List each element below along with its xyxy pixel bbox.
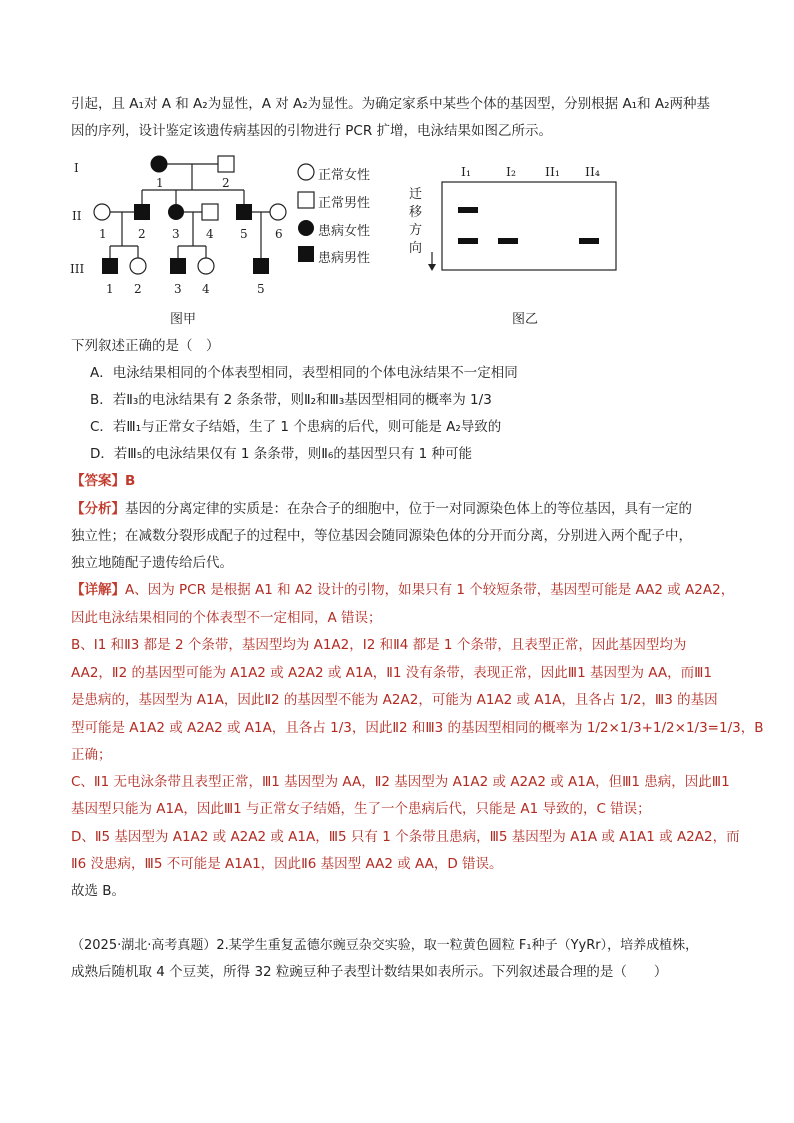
analysis-label: 【分析】	[71, 501, 125, 517]
detail-label: 【详解】	[71, 582, 125, 598]
detail-line-2: 因此电泳结果相同的个体表型不一定相同，A 错误；	[71, 610, 382, 626]
legend-normal-female: 正常女性	[318, 168, 371, 183]
legend-icons	[296, 162, 318, 262]
detail-line-10: D、Ⅱ5 基因型为 A1A2 或 A2A2 或 A1A，Ⅲ5 只有 1 个条带且患病，Ⅲ5 基因型为 A1A 或 A1A1 或 A2A2，而	[71, 829, 740, 845]
gen2-num-2: 2	[138, 227, 146, 241]
detail-line-9: 基因型只能为 A1A，因此Ⅲ1 与正常女子结婚，生了一个患病后代，只能是 A1 导致的，C 错误；	[71, 801, 651, 817]
gen3-5-affected-male	[253, 258, 269, 274]
answer-label: 【答案】	[71, 473, 125, 489]
detail-line-5: 是患病的，基因型为 A1A，因此Ⅱ2 的基因型不能为 A2A2，可能为 A1A2 或 A1A，且各占 1/2，Ⅲ3 的基因	[71, 692, 718, 708]
analysis-line-3: 独立地随配子遗传给后代。	[71, 555, 233, 571]
option-a: A．电泳结果相同的个体表型相同，表型相同的个体电泳结果不一定相同	[90, 365, 518, 381]
conclusion: 故选 B。	[71, 883, 126, 899]
legend-affected-female: 患病女性	[318, 224, 371, 239]
gen-label-1: I	[74, 161, 79, 175]
gen3-num-1: 1	[106, 282, 114, 296]
gen3-1-affected-male	[102, 258, 118, 274]
detail-line-7: 正确；	[71, 747, 112, 763]
gen1-num-2: 2	[222, 176, 230, 190]
band-i1-lower	[458, 238, 478, 244]
option-c: C．若Ⅲ₁与正常女子结婚，生了 1 个患病的后代，则可能是 A₂导致的	[90, 419, 502, 435]
gen2-num-5: 5	[240, 227, 248, 241]
gel-lane-label-4: II₄	[585, 164, 600, 179]
gen3-4-normal-female	[198, 258, 214, 274]
gel-lane-label-1: I₁	[461, 164, 471, 179]
gen1-1-affected-female	[151, 156, 167, 172]
gen3-num-2: 2	[134, 282, 142, 296]
analysis-line-1: 【分析】基因的分离定律的实质是：在杂合子的细胞中，位于一对同源染色体上的等位基因，具有一定的	[71, 501, 692, 517]
detail-line-11: Ⅱ6 没患病，Ⅲ5 不可能是 A1A1，因此Ⅱ6 基因型 AA2 或 AA，D 错误。	[71, 856, 503, 872]
gel-frame	[442, 182, 616, 270]
analysis-line-2: 独立性；在减数分裂形成配子的过程中，等位基因会随同源染色体的分开而分离，分别进入两个配子中，	[71, 528, 692, 544]
legend-normal-male: 正常男性	[318, 196, 371, 211]
migration-direction-label: 迁 移 方 向	[409, 187, 423, 256]
detail-line-3: B、I1 和Ⅱ3 都是 2 个条带，基因型均为 A1A2，I2 和Ⅱ4 都是 1 个条带，且表型正常，因此基因型均为	[71, 637, 687, 653]
gen1-2-normal-male	[218, 156, 234, 172]
gen2-5-affected-male	[236, 204, 252, 220]
gen-label-2: II	[72, 209, 82, 223]
affected-male-icon	[298, 246, 314, 262]
next-question-line-2: 成熟后随机取 4 个豆荚，所得 32 粒豌豆种子表型计数结果如表所示。下列叙述最合理的是（ ）	[71, 964, 668, 980]
gen1-num-1: 1	[156, 176, 164, 190]
gen2-4-normal-male	[202, 204, 218, 220]
gen2-num-6: 6	[275, 227, 283, 241]
gen3-num-4: 4	[202, 282, 210, 296]
answer-line	[71, 468, 734, 495]
option-d: D．若Ⅲ₅的电泳结果仅有 1 条条带，则Ⅱ₆的基因型只有 1 种可能	[90, 446, 473, 462]
gen3-3-affected-male	[170, 258, 186, 274]
figure-b-caption: 图乙	[512, 312, 539, 327]
gen-label-3: III	[70, 262, 85, 276]
arrow-down-icon	[428, 264, 436, 271]
answer-value: B	[125, 473, 136, 489]
intro-line-2: 因的序列，设计鉴定该遗传病基因的引物进行 PCR 扩增，电泳结果如图乙所示。	[71, 123, 553, 139]
band-i2-lower	[498, 238, 518, 244]
detail-line-8: C、Ⅱ1 无电泳条带且表型正常，Ⅲ1 基因型为 AA，Ⅱ2 基因型为 A1A2 或 A2A2 或 A1A，但Ⅲ1 患病，因此Ⅲ1	[71, 774, 730, 790]
gen3-2-normal-female	[130, 258, 146, 274]
detail-line-6: 型可能是 A1A2 或 A2A2 或 A1A，且各占 1/3，因此Ⅱ2 和Ⅲ3 的基因型相同的概率为 1/2×1/3+1/2×1/3=1/3，B	[71, 720, 764, 736]
question-stem: 下列叙述正确的是（ ）	[71, 338, 220, 354]
gen2-2-affected-male	[134, 204, 150, 220]
gen2-num-4: 4	[206, 227, 214, 241]
detail-line-4: AA2，Ⅱ2 的基因型可能为 A1A2 或 A2A2 或 A1A，Ⅱ1 没有条带，表现正常，因此Ⅲ1 基因型为 AA，而Ⅲ1	[71, 665, 713, 681]
gen3-num-5: 5	[257, 282, 265, 296]
gen3-num-3: 3	[174, 282, 182, 296]
normal-female-icon	[298, 164, 314, 180]
band-ii4-lower	[579, 238, 599, 244]
gen2-6-normal-female	[270, 204, 286, 220]
affected-female-icon	[298, 220, 314, 236]
legend-affected-male: 患病男性	[318, 251, 371, 266]
gen2-num-1: 1	[99, 227, 107, 241]
detail-line-1: 【详解】A、因为 PCR 是根据 A1 和 A2 设计的引物，如果只有 1 个较短条带，基因型可能是 AA2 或 A2A2，	[71, 582, 735, 598]
gen2-3-affected-female	[168, 204, 184, 220]
next-question-line-1: （2025·湖北·高考真题）2.某学生重复孟德尔豌豆杂交实验，取一粒黄色圆粒 F₁种子（YyRr），培养成植株，	[71, 938, 699, 953]
gel-lane-label-2: I₂	[506, 164, 516, 179]
gel-diagram	[420, 180, 620, 274]
intro-line-1: 引起，且 A₁对 A 和 A₂为显性，A 对 A₂为显性。为确定家系中某些个体的基因型，分别根据 A₁和 A₂两种基	[71, 96, 711, 112]
gen2-num-3: 3	[172, 227, 180, 241]
figure-a-caption: 图甲	[170, 312, 197, 327]
gen2-1-normal-female	[94, 204, 110, 220]
option-b: B．若Ⅱ₃的电泳结果有 2 条条带，则Ⅱ₂和Ⅲ₃基因型相同的概率为 1/3	[90, 392, 492, 408]
band-i1-upper	[458, 207, 478, 213]
gel-lane-label-3: II₁	[545, 164, 560, 179]
normal-male-icon	[298, 192, 314, 208]
